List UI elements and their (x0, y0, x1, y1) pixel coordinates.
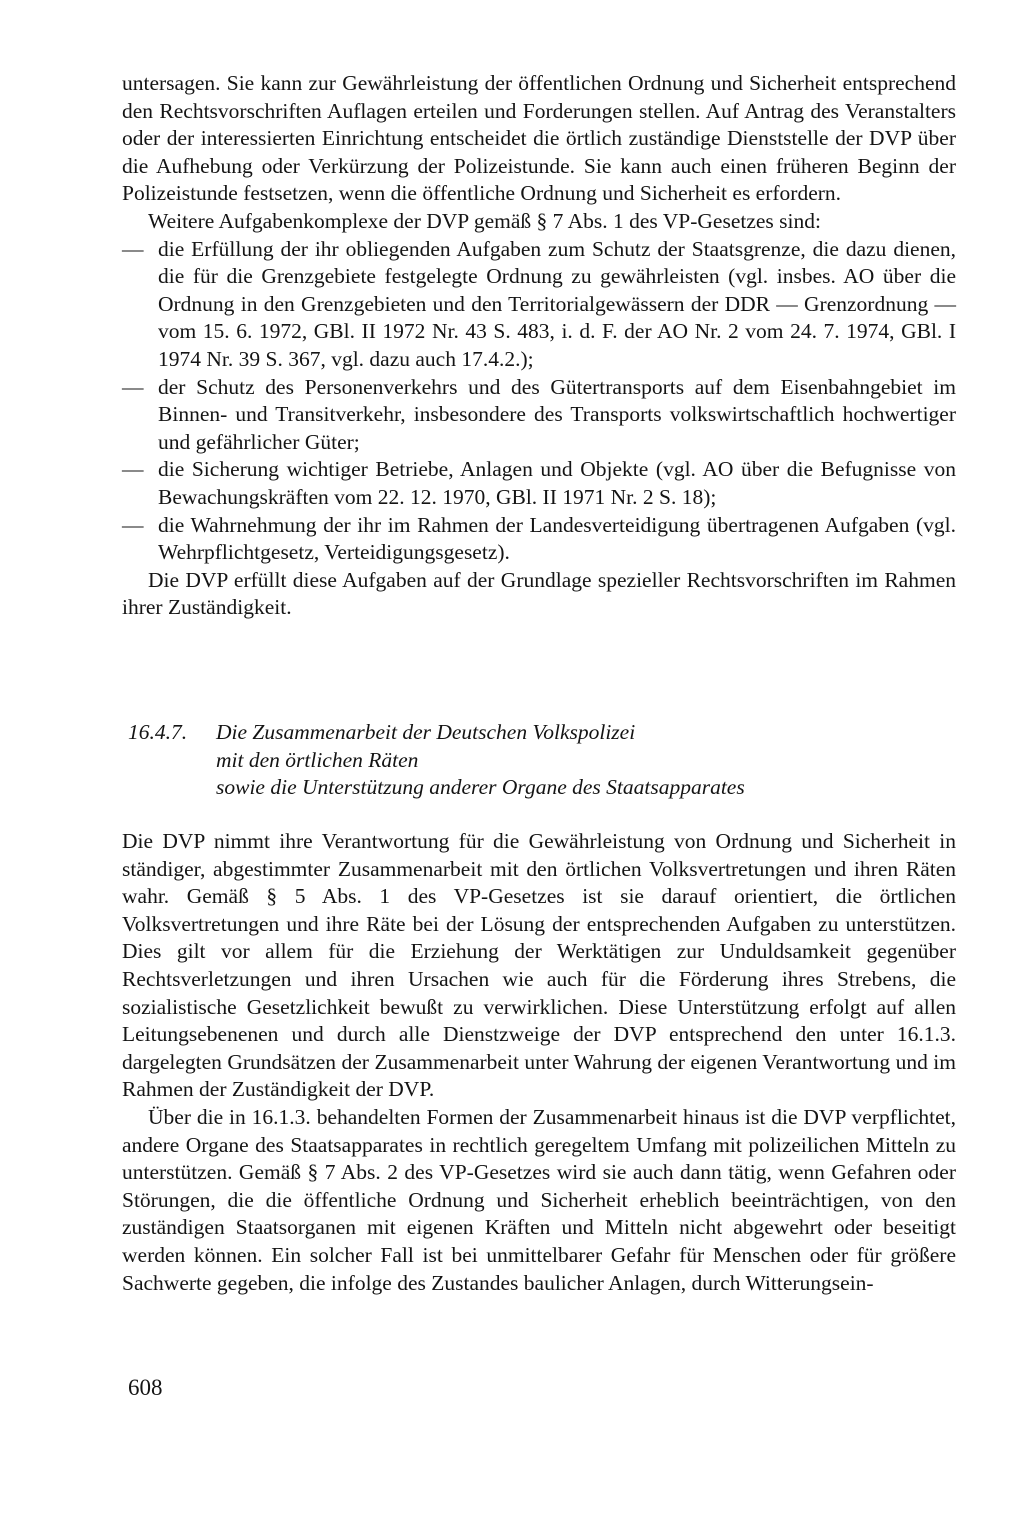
heading-line-2: mit den örtlichen Räten (216, 747, 419, 772)
list-item (122, 456, 956, 511)
dash-marker: — (122, 236, 144, 261)
text-block-lower (122, 828, 956, 1297)
paragraph-support: Über die in 16.1.3. behandelten Formen der Zusammenarbeit hinaus ist die DVP verpflichtet, andere Organe des Staatsapparates in rechtlich geregeltem Umfang mit polizeilichen Mitteln zu unterstützen. Gemäß § 7 Abs. 2 des VP-Gesetzes wird sie auch dann tätig, wenn Gefahren oder Störungen, die die öffentliche Ordnung und Sicherheit erheblich beeinträchtigen, von den zuständigen Staatsorganen mit eigenen Kräften und Mitteln nicht abgewehrt oder beseitigt werden können. Ein solcher Fall ist bei unmittelbarer Gefahr für Menschen oder für größere Sachwerte gegeben, die infolge des Zustandes baulicher Anlagen, durch Witterungsein- (122, 1104, 956, 1295)
list-item-text: die Sicherung wichtiger Betriebe, Anlagen und Objekte (vgl. AO über die Befugnisse von Bewachungskräften vom 22. 12. 1970, GBl. II 1971 Nr. 2 S. 18); (158, 457, 956, 509)
paragraph-intro-list: Weitere Aufgabenkomplexe der DVP gemäß § 7 Abs. 1 des VP-Gesetzes sind: (148, 208, 821, 233)
list-item-text: die Erfüllung der ihr obliegenden Aufgaben zum Schutz der Staatsgrenze, die dazu dienen, die für die Grenzgebiete festgelegte Ordnung zu gewährleisten (vgl. insbes. AO über die Ordnung in den Grenzgebieten und den Territorialgewässern der DDR — Grenzordnung — vom 15. 6. 1972, GBl. II 1972 Nr. 43 S. 483, i. d. F. der AO Nr. 2 vom 24. 7. 1974, GBl. I 1974 Nr. 39 S. 367, vgl. dazu auch 17.4.2.); (158, 236, 956, 371)
heading-line-3: sowie die Unterstützung anderer Organe des Staatsapparates (216, 775, 745, 800)
dash-marker: — (122, 512, 144, 537)
task-list (122, 236, 956, 567)
page-number: 608 (128, 1375, 163, 1400)
list-item (122, 236, 956, 374)
section-heading (128, 719, 908, 802)
list-item-text: der Schutz des Personenverkehrs und des Gütertransports auf dem Eisenbahngebiet im Binnen- und Transitverkehr, insbesondere des Transports volkswirtschaftlich hochwertiger und gefährlicher Güter; (158, 374, 956, 454)
section-number: 16.4.7. (128, 720, 188, 744)
list-item (122, 374, 956, 457)
dash-marker: — (122, 457, 144, 482)
paragraph-cooperation: Die DVP nimmt ihre Verantwortung für die Gewährleistung von Ordnung und Sicherheit in ständiger, abgestimmter Zusammenarbeit mit den örtlichen Volksvertretungen und ihren Räten wahr. Gemäß § 5 Abs. 1 des VP-Gesetzes ist sie darauf orientiert, die örtlichen Volksvertretungen und ihre Räte bei der Lösung der entsprechenden Aufgaben zu unterstützen. Dies gilt vor allem für die Erziehung der Werktätigen zur Unduldsamkeit gegenüber Rechtsverletzungen und ihren Ursachen wie auch für die Förderung ihres Strebens, die sozialistische Gesetzlichkeit bewußt zu verwirklichen. Diese Unterstützung erfolgt auf allen Leitungsebenenen und durch alle Dienstzweige der DVP entsprechend den unter 16.1.3. dargelegten Grundsätzen der Zusammenarbeit unter Wahrung der eigenen Verantwortung und im Rahmen der Zuständigkeit der DVP. (122, 829, 956, 1102)
list-item-text: die Wahrnehmung der ihr im Rahmen der Landesverteidigung übertragenen Aufgaben (vgl. Wehrpflichtgesetz, Verteidigungsgesetz). (158, 512, 956, 565)
paragraph-continuation: untersagen. Sie kann zur Gewährleistung der öffentlichen Ordnung und Sicherheit entsprechend den Rechtsvorschriften Auflagen erteilen und Forderungen stellen. Auf Antrag des Veranstalters oder der interessierten Einrichtung entscheidet die örtlich zuständige Dienststelle der DVP über die Aufhebung oder Verkürzung der Polizeistunde. Sie kann auch einen früheren Beginn der Polizeistunde festsetzen, wenn die öffentliche Ordnung und Sicherheit es erfordern. (122, 71, 956, 206)
dash-marker: — (122, 374, 144, 399)
heading-line-1: Die Zusammenarbeit der Deutschen Volkspolizei (216, 720, 636, 744)
list-item (122, 512, 956, 567)
text-block-upper (122, 70, 956, 622)
paragraph-closing: Die DVP erfüllt diese Aufgaben auf der Grundlage spezieller Rechtsvorschriften im Rahmen ihrer Zuständigkeit. (122, 567, 956, 620)
